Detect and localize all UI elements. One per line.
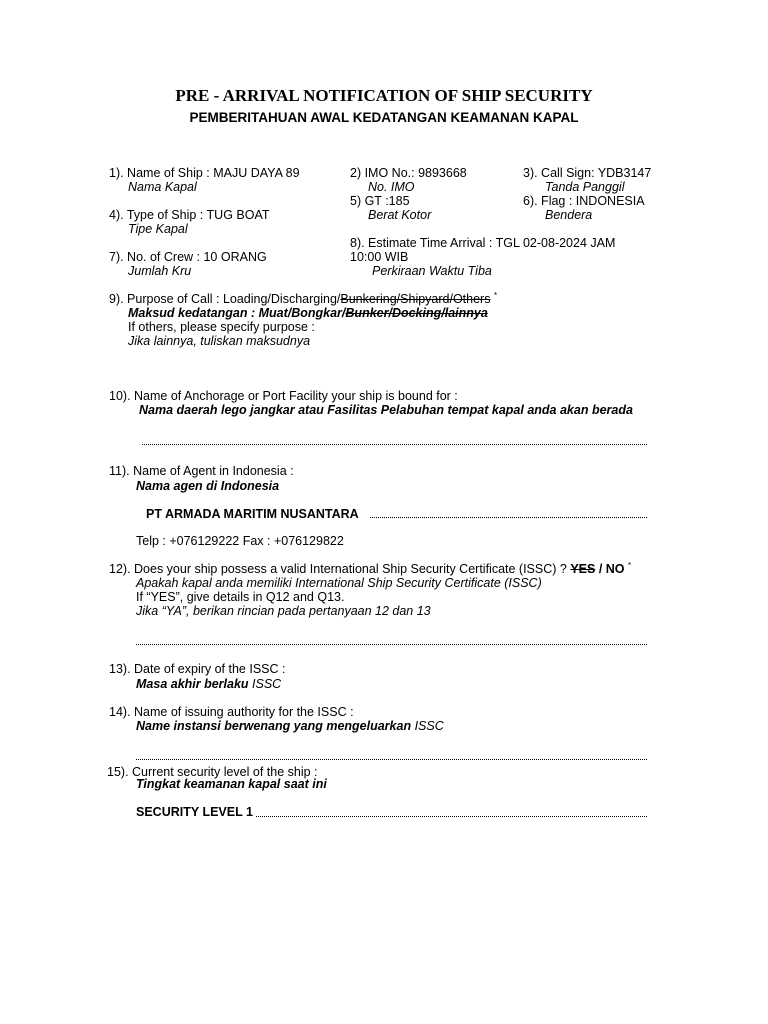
issc-authority-answer-line bbox=[136, 759, 647, 760]
issc-question: 12). Does your ship possess a valid International Ship Security Certificate (ISSC) ? YES / NO * bbox=[109, 561, 632, 576]
flag-field: 6). Flag : INDONESIA bbox=[523, 194, 645, 208]
ship-name-translation: Nama Kapal bbox=[128, 180, 197, 194]
agent-name-value: PT ARMADA MARITIM NUSANTARA bbox=[146, 507, 359, 521]
imo-number-translation: No. IMO bbox=[368, 180, 415, 194]
anchorage-question: 10). Name of Anchorage or Port Facility your ship is bound for : bbox=[109, 389, 458, 403]
agent-question: 11). Name of Agent in Indonesia : bbox=[109, 464, 294, 478]
agent-translation: Nama agen di Indonesia bbox=[136, 479, 280, 493]
issc-yes-note: If “YES”, give details in Q12 and Q13. bbox=[136, 590, 345, 604]
gross-tonnage-value: 185 bbox=[388, 194, 410, 208]
ship-name-field: 1). Name of Ship : MAJU DAYA 89 bbox=[109, 166, 300, 180]
issc-expiry-translation: Masa akhir berlaku ISSC bbox=[136, 677, 282, 691]
purpose-of-call-field: 9). Purpose of Call : Loading/Discharging/Bunkering/Shipyard/Others * bbox=[109, 291, 498, 306]
ship-type-value: TUG BOAT bbox=[206, 208, 270, 222]
document-title: PRE - ARRIVAL NOTIFICATION OF SHIP SECURITY bbox=[175, 86, 593, 105]
security-level-question: 15). Current security level of the ship : bbox=[107, 765, 318, 779]
eta-field: 8). Estimate Time Arrival : TGL 02-08-2024 JAM bbox=[350, 236, 616, 250]
call-sign-translation: Tanda Panggil bbox=[545, 180, 625, 194]
crew-count-field: 7). No. of Crew : 10 ORANG bbox=[109, 250, 267, 264]
security-level-translation: Tingkat keamanan kapal saat ini bbox=[136, 777, 327, 791]
purpose-others-translation: Jika lainnya, tuliskan maksudnya bbox=[128, 334, 311, 348]
asterisk-mark: * bbox=[493, 291, 498, 300]
ship-type-field: 4). Type of Ship : TUG BOAT bbox=[109, 208, 270, 222]
flag-translation: Bendera bbox=[545, 208, 593, 222]
purpose-others-note: If others, please specify purpose : bbox=[128, 320, 315, 334]
issc-answer: / NO bbox=[595, 562, 625, 576]
asterisk-mark-2: * bbox=[628, 561, 632, 570]
ship-name-value: MAJU DAYA 89 bbox=[213, 166, 300, 180]
purpose-translation: Maksud kedatangan : Muat/Bongkar/Bunker/Docking/lainnya bbox=[128, 306, 488, 320]
security-level-answer-line bbox=[256, 816, 647, 817]
ship-type-translation: Tipe Kapal bbox=[128, 222, 188, 236]
issc-expiry-question: 13). Date of expiry of the ISSC : bbox=[109, 662, 286, 676]
issc-yes-struck: YES bbox=[570, 562, 596, 576]
security-level-value: SECURITY LEVEL 1 bbox=[136, 805, 253, 819]
call-sign-field: 3). Call Sign: YDB3147 bbox=[523, 166, 652, 180]
purpose-translation-struck: Bunker/Docking/lainnya bbox=[345, 306, 488, 320]
imo-number-value: 9893668 bbox=[418, 166, 467, 180]
gross-tonnage-translation: Berat Kotor bbox=[368, 208, 432, 222]
issc-translation: Apakah kapal anda memiliki International Ship Security Certificate (ISSC) bbox=[136, 576, 542, 590]
gross-tonnage-field: 5) GT :185 bbox=[350, 194, 410, 208]
flag-value: INDONESIA bbox=[575, 194, 645, 208]
issc-authority-translation: Name instansi berwenang yang mengeluarkan ISSC bbox=[136, 719, 444, 733]
issc-yes-note-translation: Jika “YA”, berikan rincian pada pertanyaan 12 dan 13 bbox=[136, 604, 431, 618]
issc-answer-line bbox=[136, 644, 647, 645]
imo-number-field: 2) IMO No.: 9893668 bbox=[350, 166, 467, 180]
crew-count-translation: Jumlah Kru bbox=[128, 264, 192, 278]
call-sign-value: YDB3147 bbox=[597, 166, 652, 180]
agent-answer-line bbox=[370, 517, 647, 518]
document-subtitle: PEMBERITAHUAN AWAL KEDATANGAN KEAMANAN KAPAL bbox=[189, 110, 579, 125]
crew-count-value: 10 ORANG bbox=[203, 250, 267, 264]
eta-value-line1: TGL 02-08-2024 JAM bbox=[495, 236, 616, 250]
purpose-struck-options: Bunkering/Shipyard/Others bbox=[340, 292, 491, 306]
eta-value-line2: 10:00 WIB bbox=[350, 250, 409, 264]
eta-translation: Perkiraan Waktu Tiba bbox=[372, 264, 492, 278]
agent-contact: Telp : +076129222 Fax : +076129822 bbox=[136, 534, 344, 548]
anchorage-answer-line bbox=[142, 444, 647, 445]
issc-authority-question: 14). Name of issuing authority for the ISSC : bbox=[109, 705, 354, 719]
anchorage-translation: Nama daerah lego jangkar atau Fasilitas Pelabuhan tempat kapal anda akan berada bbox=[139, 403, 633, 417]
